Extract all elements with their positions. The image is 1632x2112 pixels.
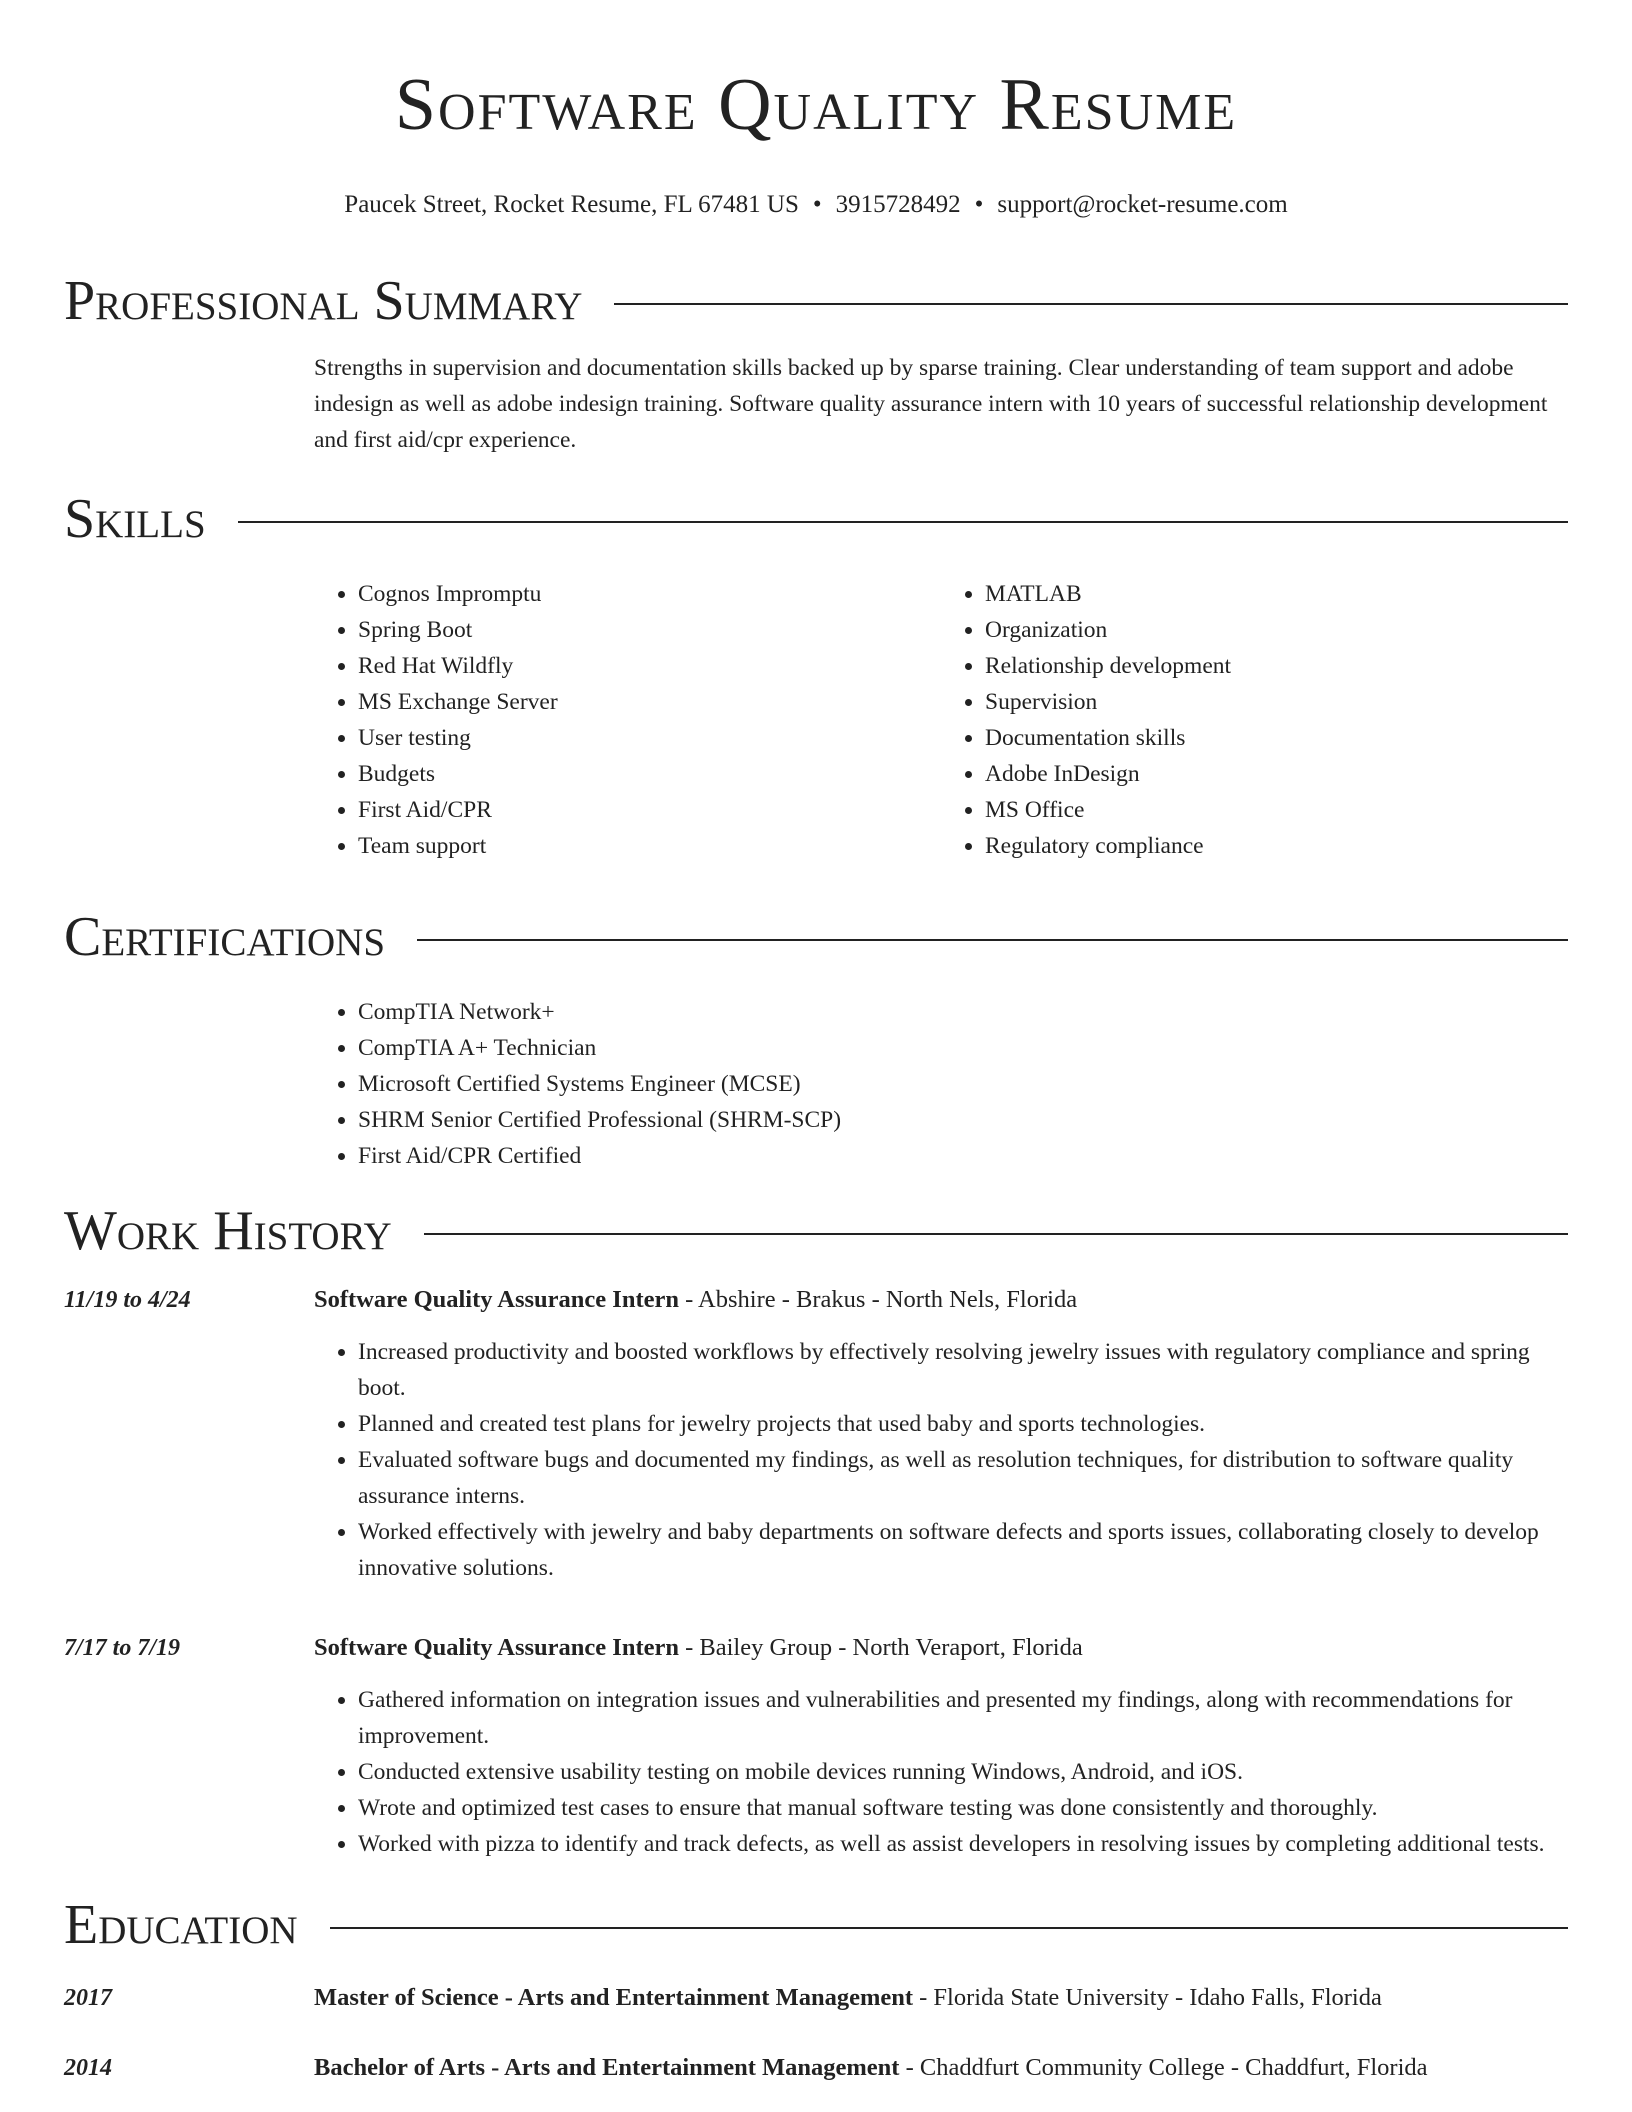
skills-heading: Skills — [64, 488, 206, 550]
education-degree: Master of Science - Arts and Entertainment Management — [314, 1984, 914, 2011]
contact-line — [64, 188, 1568, 222]
skill-item: • Regulatory compliance — [985, 828, 1568, 864]
education-school: - Chaddfurt Community College - Chaddfurt, Florida — [899, 2054, 1428, 2081]
contact-phone: 3915728492 — [835, 191, 961, 218]
skill-item: • Documentation skills — [985, 720, 1568, 756]
education-entry — [64, 1980, 1568, 2016]
contact-separator: • — [974, 191, 984, 218]
certification-item: • First Aid/CPR Certified — [358, 1138, 1568, 1174]
job-heading — [314, 1630, 1568, 1666]
skill-item: • Cognos Impromptu — [358, 576, 941, 612]
job-bullet: • Evaluated software bugs and documented my findings, as well as resolution techniques, for distribution to software quality assurance interns. — [358, 1442, 1568, 1514]
section-divider — [424, 1233, 1568, 1235]
job-employer: - Bailey Group - North Veraport, Florida — [679, 1634, 1083, 1661]
education-school: - Florida State University - Idaho Falls, Florida — [913, 1984, 1382, 2011]
job-bullet: • Increased productivity and boosted workflows by effectively resolving jewelry issues with regulatory compliance and spring boot. — [358, 1334, 1568, 1406]
certifications-section — [64, 902, 1568, 1174]
skill-item: • Relationship development — [985, 648, 1568, 684]
education-year: 2014 — [64, 2055, 112, 2081]
summary-text: Strengths in supervision and documentation skills backed up by sparse training. Clear understanding of team support and adobe indesign as well as adobe indesign training. Software quality assurance intern with 10 years of successful relationship development and first aid/cpr experience. — [314, 355, 1548, 453]
certification-item: • SHRM Senior Certified Professional (SHRM-SCP) — [358, 1102, 1568, 1138]
job-title: Software Quality Assurance Intern — [314, 1634, 679, 1661]
education-details — [314, 2050, 1568, 2086]
certification-item: • CompTIA Network+ — [358, 994, 1568, 1030]
skills-header — [64, 484, 1568, 554]
education-year: 2017 — [64, 1985, 112, 2011]
skill-item: • Adobe InDesign — [985, 756, 1568, 792]
education-header — [64, 1890, 1568, 1960]
job-bullet: • Wrote and optimized test cases to ensure that manual software testing was done consistently and thoroughly. — [358, 1790, 1568, 1826]
section-divider — [417, 939, 1568, 941]
job-bullet: • Planned and created test plans for jewelry projects that used baby and sports technologies. — [358, 1406, 1568, 1442]
certification-item: • CompTIA A+ Technician — [358, 1030, 1568, 1066]
summary-section — [64, 266, 1568, 458]
certifications-header — [64, 902, 1568, 972]
section-divider — [330, 1927, 1568, 1929]
certifications-list — [314, 994, 1568, 1174]
job-details — [314, 1282, 1568, 1586]
work-history-heading: Work History — [64, 1200, 392, 1262]
job-bullets — [314, 1334, 1568, 1586]
contact-separator: • — [812, 191, 822, 218]
skills-list-left — [314, 576, 941, 864]
job-dates: 7/17 to 7/19 — [64, 1635, 181, 1661]
job-employer: - Abshire - Brakus - North Nels, Florida — [679, 1286, 1078, 1313]
job-bullet: • Conducted extensive usability testing on mobile devices running Windows, Android, and iOS. — [358, 1754, 1568, 1790]
job-title: Software Quality Assurance Intern — [314, 1286, 679, 1313]
job-dates: 11/19 to 4/24 — [64, 1287, 191, 1313]
section-divider — [238, 521, 1568, 523]
job-bullet: • Worked effectively with jewelry and baby departments on software defects and sports issues, collaborating closely to develop innovative solutions. — [358, 1514, 1568, 1586]
skill-item: • User testing — [358, 720, 941, 756]
contact-address: Paucek Street, Rocket Resume, FL 67481 US — [344, 191, 799, 218]
education-entry — [64, 2050, 1568, 2086]
work-history-header — [64, 1196, 1568, 1266]
skills-list-right — [941, 576, 1568, 864]
certification-item: • Microsoft Certified Systems Engineer (MCSE) — [358, 1066, 1568, 1102]
skills-section — [64, 484, 1568, 864]
job-entry — [64, 1282, 1568, 1586]
skill-item: • MS Office — [985, 792, 1568, 828]
skills-columns — [314, 576, 1568, 864]
work-history-section — [64, 1196, 1568, 1862]
job-bullets — [314, 1682, 1568, 1862]
education-section — [64, 1890, 1568, 2086]
summary-heading: Professional Summary — [64, 270, 583, 332]
skill-item: • MATLAB — [985, 576, 1568, 612]
job-entry — [64, 1630, 1568, 1862]
skill-item: • Supervision — [985, 684, 1568, 720]
job-heading — [314, 1282, 1568, 1318]
summary-header — [64, 266, 1568, 336]
skill-item: • Team support — [358, 828, 941, 864]
job-bullet: • Gathered information on integration issues and vulnerabilities and presented my findings, along with recommendations for improvement. — [358, 1682, 1568, 1754]
skill-item: • MS Exchange Server — [358, 684, 941, 720]
education-degree: Bachelor of Arts - Arts and Entertainment Management — [314, 2054, 900, 2081]
education-details — [314, 1980, 1568, 2016]
skill-item: • Spring Boot — [358, 612, 941, 648]
skill-item: • Budgets — [358, 756, 941, 792]
skill-item: • First Aid/CPR — [358, 792, 941, 828]
job-bullet: • Worked with pizza to identify and track defects, as well as assist developers in resolving issues by completing additional tests. — [358, 1826, 1568, 1862]
section-divider — [614, 303, 1568, 305]
job-details — [314, 1630, 1568, 1862]
skill-item: • Red Hat Wildfly — [358, 648, 941, 684]
contact-email: support@rocket-resume.com — [997, 191, 1288, 218]
certifications-body — [314, 994, 1568, 1174]
skill-item: • Organization — [985, 612, 1568, 648]
certifications-heading: Certifications — [64, 906, 386, 968]
education-heading: Education — [64, 1894, 298, 1956]
resume-title: Software Quality Resume — [394, 64, 1238, 146]
